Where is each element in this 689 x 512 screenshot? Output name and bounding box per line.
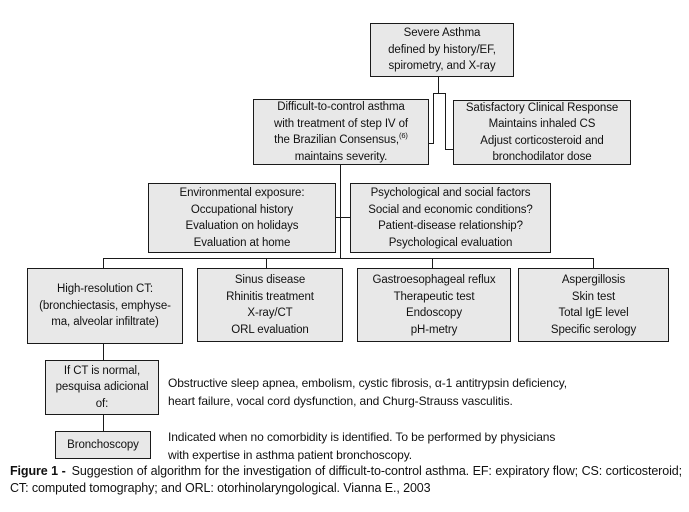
connector-hrct-ifct [103, 344, 104, 360]
connector-central-down [340, 165, 341, 258]
box-line: (bronchiectasis, emphyse- [39, 299, 171, 312]
connector-fork-right [445, 93, 446, 149]
box-line: pH-metry [410, 323, 458, 336]
box-line: Difficult-to-control asthma [277, 101, 405, 113]
box-line: Specific serology [550, 323, 637, 336]
note-line: heart failure, vocal cord dysfunction, and Churg-Strauss vasculitis. [168, 393, 513, 408]
box-line: Adjust corticosteroid and [480, 134, 604, 147]
box-line: of: [95, 397, 109, 410]
note-line: Indicated when no comorbidity is identified. To be performed by physicians [168, 430, 556, 444]
box-line: Maintains inhaled CS [488, 118, 596, 130]
note-indicated [168, 429, 684, 464]
connector-env-psych [335, 217, 351, 218]
box-gastroesophageal-reflux [357, 268, 511, 342]
box-satisfactory-response [453, 100, 631, 165]
note-line: Obstructive sleep apnea, embolism, cystic fibrosis, α-1 antitrypsin deficiency, [168, 376, 567, 390]
box-high-resolution-ct [27, 268, 183, 344]
box-line: Aspergillosis [561, 274, 626, 286]
box-bronchoscopy [55, 431, 151, 459]
box-sinus-disease [197, 268, 343, 342]
box-line [274, 132, 408, 149]
connector-fork-left [433, 93, 434, 143]
box-aspergillosis [518, 268, 669, 342]
box-line: Satisfactory Clinical Response [465, 101, 619, 114]
connector-severe-down [438, 77, 439, 93]
figure-caption-label: Figure 1 - [10, 464, 66, 478]
connector-stub-aspergillosis [593, 258, 594, 268]
box-line: Environmental exposure: [179, 187, 305, 199]
box-line: High-resolution CT: [57, 283, 153, 296]
box-difficult-to-control [253, 99, 429, 165]
box-environmental-exposure [148, 183, 336, 253]
box-line: Severe Asthma [403, 27, 481, 40]
figure-caption [10, 463, 682, 497]
box-line: ma, alveolar infiltrate) [51, 316, 159, 329]
connector-stub-reflux [432, 258, 433, 268]
box-line: Patient-disease relationship? [378, 220, 523, 232]
box-line: Skin test [571, 290, 616, 303]
reference-superscript: (6) [398, 131, 408, 141]
box-line: Social and economic conditions? [368, 203, 533, 216]
box-line: defined by history/EF, [388, 43, 496, 56]
box-severe-asthma [370, 23, 514, 77]
box-line: Evaluation at home [193, 236, 291, 249]
box-line: If CT is normal, [63, 364, 141, 377]
note-obstructive [168, 375, 684, 410]
box-line: bronchodilator dose [492, 151, 592, 163]
box-line: X-ray/CT [247, 307, 293, 319]
box-line: spirometry, and X-ray [388, 60, 496, 73]
box-line: Sinus disease [234, 274, 306, 286]
connector-ifct-bronchoscopy [103, 415, 104, 431]
figure-caption-text: Suggestion of algorithm for the investigation of difficult-to-control asthma. EF: expiratory flow; CS: corticosteroid; CT: computed tomography; and ORL: otorhinolaryngological. Vianna E., 2003 [10, 464, 682, 495]
box-line: Gastroesophageal reflux [372, 274, 496, 286]
box-line: Therapeutic test [393, 290, 475, 303]
note-line: with expertise in asthma patient bronchoscopy. [168, 447, 412, 462]
box-line: Rhinitis treatment [226, 290, 314, 303]
connector-row3-rail [103, 258, 594, 259]
box-line: Psychological evaluation [388, 236, 513, 249]
box-line: ORL evaluation [231, 323, 309, 336]
connector-stub-sinus [266, 258, 267, 268]
box-line: Bronchoscopy [67, 438, 139, 451]
box-line: Evaluation on holidays [185, 220, 299, 232]
box-line: with treatment of step IV of [274, 117, 408, 130]
box-psychological-factors [350, 183, 551, 253]
box-if-ct-normal [45, 360, 159, 415]
box-line: Occupational history [190, 203, 294, 216]
box-line: Total IgE level [558, 307, 629, 319]
box-line: Psychological and social factors [370, 187, 531, 199]
box-line: pesquisa adicional [55, 381, 149, 394]
connector-stub-hrct [103, 258, 104, 268]
box-line: maintains severity. [294, 150, 388, 163]
box-line-text: the Brazilian Consensus, [274, 134, 399, 146]
box-line: Endoscopy [406, 307, 462, 319]
